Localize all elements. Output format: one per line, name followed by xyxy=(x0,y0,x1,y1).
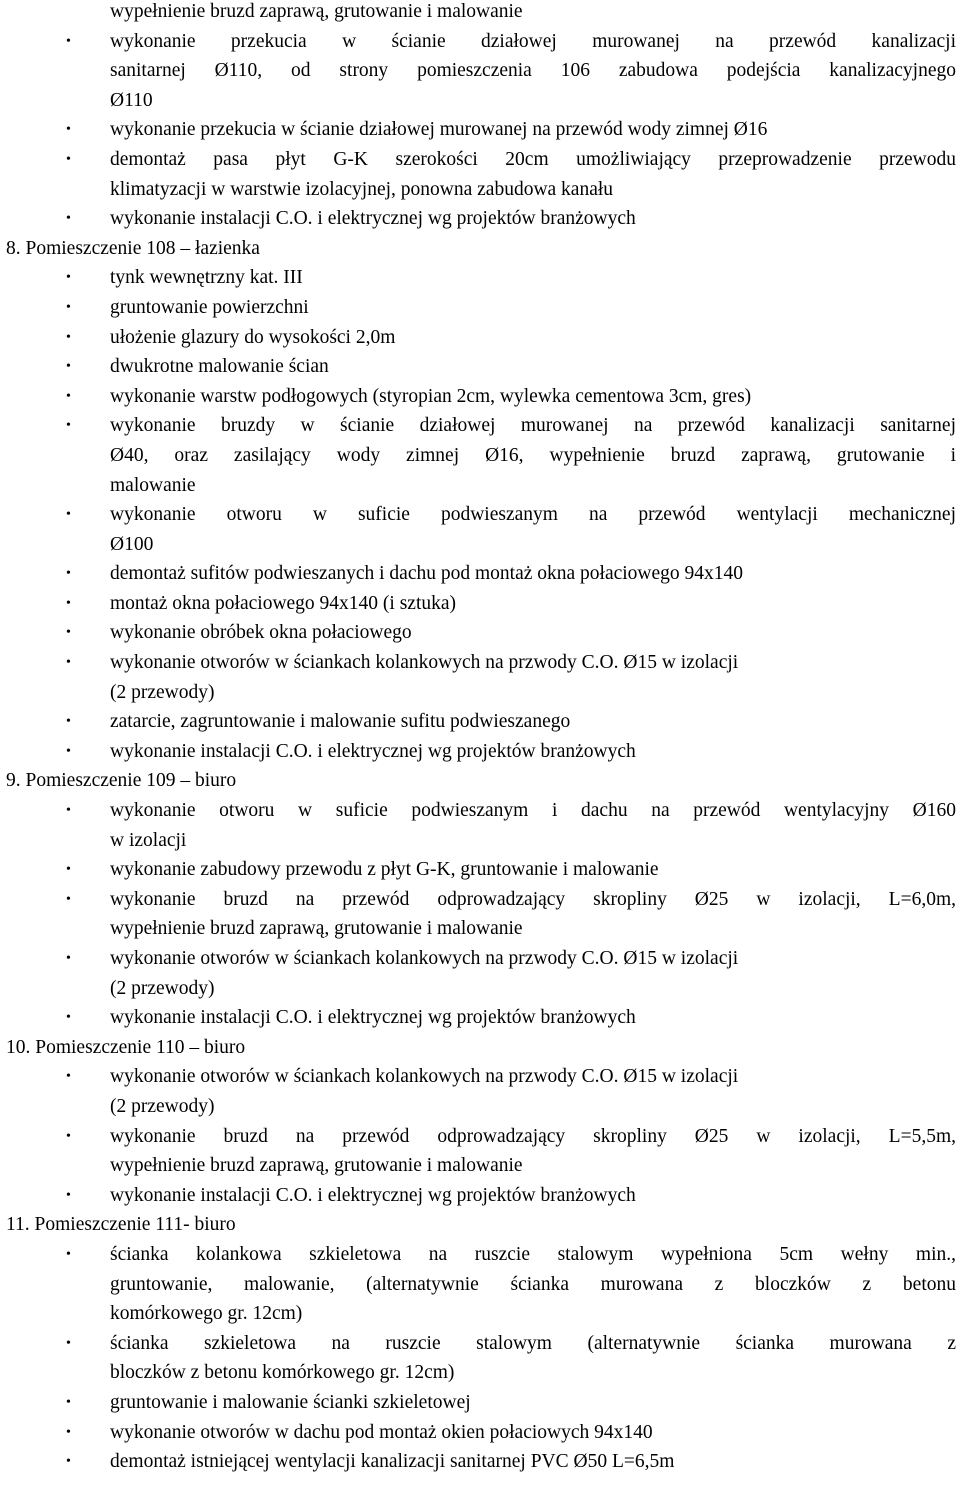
section-heading: 11. Pomieszczenie 111- biuro xyxy=(6,1214,236,1236)
list-item-text: demontaż sufitów podwieszanych i dachu pod montaż okna połaciowego 94x140 xyxy=(110,563,744,585)
list-item xyxy=(0,1122,960,1152)
bullet-icon: • xyxy=(66,625,71,641)
bullet-icon: • xyxy=(66,507,71,523)
list-item-text: sanitarnej Ø110, od strony pomieszczenia 106 zabudowa podejścia kanalizacyjnego xyxy=(110,60,956,82)
list-item-continuation xyxy=(0,56,960,86)
list-item-text: Ø40, oraz zasilający wody zimnej Ø16, wypełnienie bruzd zaprawą, grutowanie i xyxy=(110,444,956,466)
list-item-text: dwukrotne malowanie ścian xyxy=(110,356,329,378)
list-item xyxy=(0,382,960,412)
list-item xyxy=(0,411,960,441)
bullet-icon: • xyxy=(66,1187,71,1203)
bullet-icon: • xyxy=(66,743,71,759)
list-item-continuation xyxy=(0,471,960,501)
bullet-icon: • xyxy=(66,211,71,227)
bullet-icon: • xyxy=(66,714,71,730)
list-item-continuation xyxy=(0,974,960,1004)
list-item-text: demontaż pasa płyt G-K szerokości 20cm umożliwiający przeprowadzenie przewodu xyxy=(110,148,956,170)
bullet-icon: • xyxy=(66,388,71,404)
list-item xyxy=(0,855,960,885)
list-item-text: wykonanie przekucia w ścianie działowej murowanej na przewód kanalizacji xyxy=(110,30,956,52)
bullet-icon: • xyxy=(66,270,71,286)
list-item-text: wykonanie otworu w suficie podwieszanym na przewód wentylacji mechanicznej xyxy=(110,504,956,526)
list-item-text: gruntowanie powierzchni xyxy=(110,296,309,318)
list-item xyxy=(0,1240,960,1270)
list-item-text: wykonanie instalacji C.O. i elektrycznej wg projektów branżowych xyxy=(110,208,636,230)
list-item xyxy=(0,1418,960,1448)
list-item-continuation xyxy=(0,826,960,856)
bullet-icon: • xyxy=(66,862,71,878)
list-item-text: (2 przewody) xyxy=(110,681,215,703)
bullet-icon: • xyxy=(66,1424,71,1440)
list-item xyxy=(0,293,960,323)
list-item xyxy=(0,115,960,145)
bullet-icon: • xyxy=(66,299,71,315)
bullet-icon: • xyxy=(66,951,71,966)
list-item xyxy=(0,27,960,57)
list-item-continuation xyxy=(0,86,960,116)
section-heading-line xyxy=(0,234,960,264)
section-heading-line xyxy=(0,766,960,796)
list-item-text: demontaż istniejącej wentylacji kanalizacji sanitarnej PVC Ø50 L=6,5m xyxy=(110,1451,675,1473)
list-item-text: wypełnienie bruzd zaprawą, grutowanie i malowanie xyxy=(110,918,523,940)
list-item-text: Ø100 xyxy=(110,533,154,555)
list-item-text: zatarcie, zagruntowanie i malowanie sufitu podwieszanego xyxy=(110,711,571,733)
list-item-text: (2 przewody) xyxy=(110,1095,215,1117)
bullet-icon: • xyxy=(66,418,71,434)
list-item-text: ścianka kolankowa szkieletowa na ruszcie stalowym wypełniona 5cm wełny min., xyxy=(110,1243,956,1265)
list-item xyxy=(0,1062,960,1092)
list-item-text: wykonanie przekucia w ścianie działowej murowanej na przewód wody zimnej Ø16 xyxy=(110,119,768,141)
list-item xyxy=(0,263,960,293)
list-item-text: malowanie xyxy=(110,474,196,496)
list-item xyxy=(0,559,960,589)
list-item-text: w izolacji xyxy=(110,829,187,851)
list-item-text: wykonanie instalacji C.O. i elektrycznej wg projektów branżowych xyxy=(110,740,636,762)
list-item-continuation xyxy=(0,1092,960,1122)
bullet-icon: • xyxy=(66,33,71,49)
list-item-text: wykonanie otworów w ściankach kolankowych na przwody C.O. Ø15 w izolacji xyxy=(110,948,739,969)
list-item-continuation xyxy=(0,678,960,708)
list-item-text: wykonanie instalacji C.O. i elektrycznej wg projektów branżowych xyxy=(110,1007,636,1029)
bullet-icon: • xyxy=(66,122,71,138)
bullet-icon: • xyxy=(66,595,71,611)
section-heading-line xyxy=(0,1033,960,1063)
list-item xyxy=(0,145,960,175)
bullet-icon: • xyxy=(66,151,71,167)
section-heading: 10. Pomieszczenie 110 – biuro xyxy=(6,1036,246,1058)
list-item-text: wykonanie bruzdy w ścianie działowej murowanej na przewód kanalizacji sanitarnej xyxy=(110,415,956,437)
list-item xyxy=(0,885,960,915)
list-item xyxy=(0,1447,960,1477)
list-item-text: montaż okna połaciowego 94x140 (i sztuka) xyxy=(110,592,457,614)
list-item-text: wykonanie zabudowy przewodu z płyt G-K, gruntowanie i malowanie xyxy=(110,859,659,881)
bullet-icon: • xyxy=(66,1128,71,1144)
list-item xyxy=(0,1181,960,1211)
bullet-icon: • xyxy=(66,1010,71,1026)
list-item xyxy=(0,352,960,382)
list-item xyxy=(0,737,960,767)
bullet-icon: • xyxy=(66,359,71,375)
bullet-icon: • xyxy=(66,1246,71,1262)
bullet-icon: • xyxy=(66,1394,71,1410)
list-item-continuation xyxy=(0,175,960,205)
list-item xyxy=(0,1003,960,1033)
list-item xyxy=(0,1388,960,1418)
bullet-icon: • xyxy=(66,566,71,582)
list-item xyxy=(0,323,960,353)
section-heading: 9. Pomieszczenie 109 – biuro xyxy=(6,770,237,792)
list-item-text: wypełnienie bruzd zaprawą, grutowanie i malowanie xyxy=(110,1155,523,1177)
list-item-continuation xyxy=(0,914,960,944)
bullet-icon: • xyxy=(66,1335,71,1351)
list-item-text: ścianka szkieletowa na ruszcie stalowym (alternatywnie ścianka murowana z xyxy=(110,1332,956,1354)
list-item-text: (2 przewody) xyxy=(110,977,215,999)
list-item-text: klimatyzacji w warstwie izolacyjnej, ponowna zabudowa kanału xyxy=(110,178,614,200)
list-item xyxy=(0,589,960,619)
list-item-text: wypełnienie bruzd zaprawą, grutowanie i malowanie xyxy=(110,1,523,22)
list-item-text: wykonanie otworów w dachu pod montaż okien połaciowych 94x140 xyxy=(110,1421,653,1443)
list-item-text: komórkowego gr. 12cm) xyxy=(110,1303,303,1325)
list-item-continuation xyxy=(0,1358,960,1388)
list-item xyxy=(0,500,960,530)
list-item xyxy=(0,204,960,234)
bullet-icon: • xyxy=(66,1454,71,1470)
list-item-text: bloczków z betonu komórkowego gr. 12cm) xyxy=(110,1362,455,1384)
list-item-text: gruntowanie i malowanie ścianki szkieletowej xyxy=(110,1391,471,1413)
bullet-icon: • xyxy=(66,891,71,907)
list-item-continuation xyxy=(0,441,960,471)
list-item-continuation xyxy=(0,0,960,27)
list-item xyxy=(0,1329,960,1359)
list-item-text: ułożenie glazury do wysokości 2,0m xyxy=(110,326,396,348)
list-item-text: wykonanie otworów w ściankach kolankowych na przwody C.O. Ø15 w izolacji xyxy=(110,1066,739,1088)
list-item-continuation xyxy=(0,1270,960,1300)
list-item xyxy=(0,618,960,648)
list-item-text: Ø110 xyxy=(110,89,153,111)
bullet-icon: • xyxy=(66,655,71,671)
list-item-continuation xyxy=(0,530,960,560)
list-item-text: wykonanie otworu w suficie podwieszanym i dachu na przewód wentylacyjny Ø160 xyxy=(110,800,956,822)
list-item-continuation xyxy=(0,1151,960,1181)
list-item-text: tynk wewnętrzny kat. III xyxy=(110,267,303,289)
list-item-text: wykonanie bruzd na przewód odprowadzający skropliny Ø25 w izolacji, L=5,5m, xyxy=(110,1125,956,1147)
list-item xyxy=(0,648,960,678)
bullet-icon: • xyxy=(66,803,71,819)
list-item xyxy=(0,944,960,974)
bullet-icon: • xyxy=(66,1069,71,1085)
section-heading: 8. Pomieszczenie 108 – łazienka xyxy=(6,237,260,259)
list-item-continuation xyxy=(0,1299,960,1329)
bullet-icon: • xyxy=(66,329,71,345)
list-item-text: wykonanie obróbek okna połaciowego xyxy=(110,622,412,644)
list-item xyxy=(0,796,960,826)
list-item-text: wykonanie bruzd na przewód odprowadzający skropliny Ø25 w izolacji, L=6,0m, xyxy=(110,888,956,910)
list-item-text: wykonanie instalacji C.O. i elektrycznej wg projektów branżowych xyxy=(110,1184,636,1206)
section-heading-line xyxy=(0,1210,960,1240)
list-item-text: wykonanie warstw podłogowych (styropian 2cm, wylewka cementowa 3cm, gres) xyxy=(110,385,752,407)
list-item xyxy=(0,707,960,737)
list-item-text: gruntowanie, malowanie, (alternatywnie ścianka murowana z bloczków z betonu xyxy=(110,1273,956,1295)
list-item-text: wykonanie otworów w ściankach kolankowych na przwody C.O. Ø15 w izolacji xyxy=(110,652,739,674)
